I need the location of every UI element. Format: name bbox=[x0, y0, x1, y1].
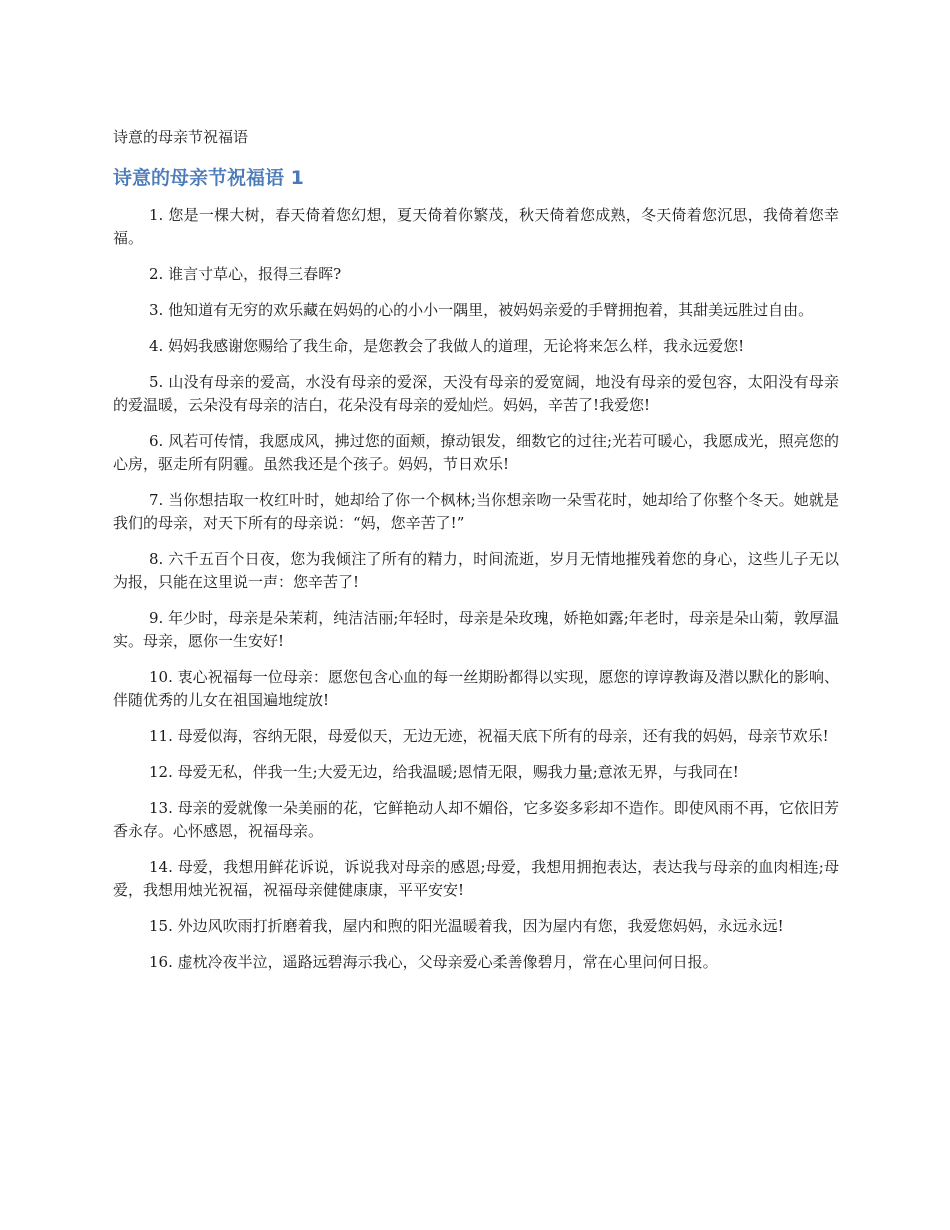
list-item: 10. 衷心祝福每一位母亲：愿您包含心血的每一丝期盼都得以实现，愿您的谆谆教诲及潜以默化的影响、伴随优秀的儿女在祖国遍地绽放! bbox=[113, 668, 839, 709]
list-item: 5. 山没有母亲的爱高，水没有母亲的爱深，天没有母亲的爱宽阔，地没有母亲的爱包容，太阳没有母亲的爱温暖，云朵没有母亲的洁白，花朵没有母亲的爱灿烂。妈妈，辛苦了!我爱您! bbox=[113, 373, 839, 414]
list-item: 8. 六千五百个日夜，您为我倾注了所有的精力，时间流逝，岁月无情地摧残着您的身心，这些儿子无以为报，只能在这里说一声：您辛苦了! bbox=[113, 550, 839, 591]
list-item: 7. 当你想拮取一枚红叶时，她却给了你一个枫林;当你想亲吻一朵雪花时，她却给了你整个冬天。她就是我们的母亲，对天下所有的母亲说：“妈，您辛苦了!” bbox=[113, 491, 839, 532]
list-item: 14. 母爱，我想用鲜花诉说，诉说我对母亲的感恩;母爱，我想用拥抱表达，表达我与母亲的血肉相连;母爱，我想用烛光祝福，祝福母亲健健康康，平平安安! bbox=[113, 858, 839, 899]
list-item: 11. 母爱似海，容纳无限，母爱似天，无边无迹，祝福天底下所有的母亲，还有我的妈妈，母亲节欢乐! bbox=[149, 727, 829, 745]
list-item: 12. 母爱无私，伴我一生;大爱无边，给我温暖;恩情无限，赐我力量;意浓无界，与我同在! bbox=[149, 763, 739, 781]
blessing-list bbox=[113, 204, 839, 987]
list-item: 9. 年少时，母亲是朵茉莉，纯洁洁丽;年轻时，母亲是朵玫瑰，娇艳如露;年老时，母亲是朵山菊，敦厚温实。母亲，愿你一生安好! bbox=[113, 609, 839, 650]
list-item: 3. 他知道有无穷的欢乐藏在妈妈的心的小小一隅里，被妈妈亲爱的手臂拥抱着，其甜美远胜过自由。 bbox=[149, 301, 814, 319]
list-item: 4. 妈妈我感谢您赐给了我生命，是您教会了我做人的道理，无论将来怎么样，我永远爱您! bbox=[149, 337, 745, 355]
list-item: 1. 您是一棵大树，春天倚着您幻想，夏天倚着你繁茂，秋天倚着您成熟，冬天倚着您沉思，我倚着您幸福。 bbox=[113, 206, 839, 247]
list-item: 6. 风若可传情，我愿成风，拂过您的面颊，撩动银发，细数它的过往;光若可暖心，我愿成光，照亮您的心房，驱走所有阴霾。虽然我还是个孩子。妈妈，节日欢乐! bbox=[113, 432, 839, 473]
list-item: 13. 母亲的爱就像一朵美丽的花，它鲜艳动人却不媚俗，它多姿多彩却不造作。即使风雨不再，它依旧芳香永存。心怀感恩，祝福母亲。 bbox=[113, 799, 839, 840]
section-heading: 诗意的母亲节祝福语 1 bbox=[113, 167, 304, 189]
list-item: 15. 外边风吹雨打折磨着我，屋内和煦的阳光温暖着我，因为屋内有您，我爱您妈妈，永远永远! bbox=[149, 917, 784, 935]
document-title: 诗意的母亲节祝福语 bbox=[113, 128, 249, 146]
list-item: 16. 虚枕冷夜半泣，遥路远碧海示我心，父母亲爱心柔善像碧月，常在心里问何日报。 bbox=[149, 953, 718, 971]
list-item: 2. 谁言寸草心，报得三春晖? bbox=[149, 265, 342, 283]
